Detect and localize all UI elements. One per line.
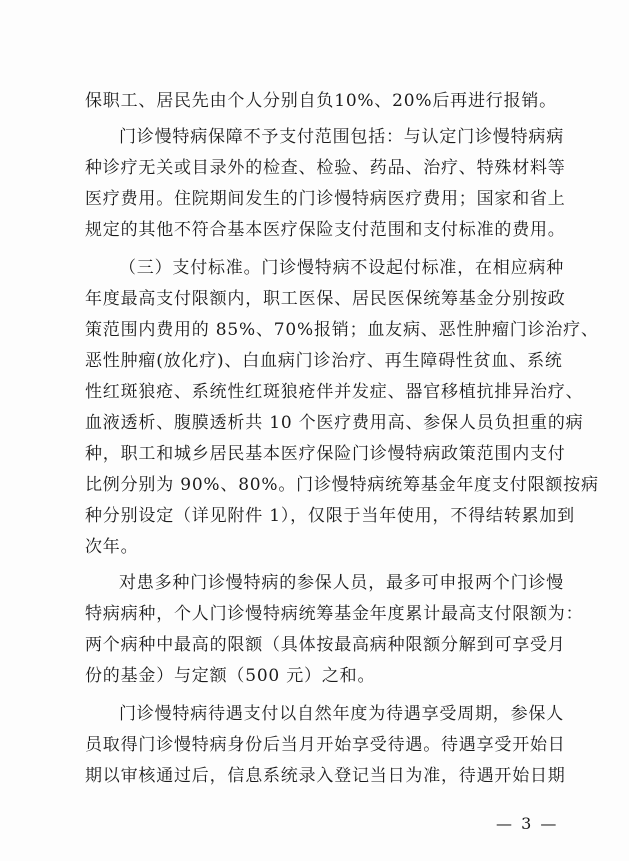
paragraph-5-line-1: 门诊慢特病待遇支付以自然年度为待遇享受周期，参保人	[119, 704, 564, 724]
paragraph-3-line-5: 性红斑狼疮、系统性红斑狼疮伴并发症、器官移植抗排异治疗、	[85, 382, 584, 402]
paragraph-2-line-3: 医疗费用。住院期间发生的门诊慢特病医疗费用；国家和省上	[85, 189, 566, 209]
paragraph-3-line-3: 策范围内费用的 85%、70%报销；血友病、恶性肿瘤门诊治疗、	[85, 320, 599, 340]
paragraph-2-line-2: 种诊疗无关或目录外的检查、检验、药品、治疗、特殊材料等	[85, 158, 566, 178]
paragraph-2-line-1: 门诊慢特病保障不予支付范围包括：与认定门诊慢特病病	[119, 127, 564, 147]
paragraph-4-line-2: 特病病种，个人门诊慢特病统筹基金年度累计最高支付限额为：	[85, 604, 584, 624]
paragraph-3-line-1: （三）支付标准。门诊慢特病不设起付标准，在相应病种	[119, 258, 564, 278]
page-number: — 3 —	[496, 814, 559, 833]
paragraph-1-line-1: 保职工、居民先由个人分别自负10%、20%后再进行报销。	[85, 91, 557, 111]
paragraph-4-line-3: 两个病种中最高的限额（具体按最高病种限额分解到可享受月	[85, 635, 566, 655]
paragraph-2-line-4: 规定的其他不符合基本医疗保险支付范围和支付标准的费用。	[85, 220, 566, 240]
paragraph-5-line-3: 期以审核通过后，信息系统录入登记当日为准，待遇开始日期	[85, 766, 566, 786]
paragraph-3-line-8: 比例分别为 90%、80%。门诊慢特病统筹基金年度支付限额按病	[85, 475, 599, 495]
paragraph-5-line-2: 员取得门诊慢特病身份后当月开始享受待遇。待遇享受开始日	[85, 735, 566, 755]
paragraph-4-line-1: 对患多种门诊慢特病的参保人员，最多可申报两个门诊慢	[119, 573, 564, 593]
paragraph-4-line-4: 份的基金）与定额（500 元）之和。	[85, 666, 376, 686]
paragraph-3-line-9: 种分别设定（详见附件 1），仅限于当年使用，不得结转累加到	[85, 506, 575, 526]
document-body	[85, 86, 599, 792]
paragraph-3-line-2: 年度最高支付限额内，职工医保、居民医保统筹基金分别按政	[85, 289, 566, 309]
paragraph-3-line-7: 种，职工和城乡居民基本医疗保险门诊慢特病政策范围内支付	[85, 444, 566, 464]
paragraph-3-line-4: 恶性肿瘤(放化疗)、白血病门诊治疗、再生障碍性贫血、系统	[85, 351, 563, 371]
paragraph-3-line-10: 次年。	[85, 537, 139, 557]
paragraph-3-line-6: 血液透析、腹膜透析共 10 个医疗费用高、参保人员负担重的病	[85, 413, 584, 433]
